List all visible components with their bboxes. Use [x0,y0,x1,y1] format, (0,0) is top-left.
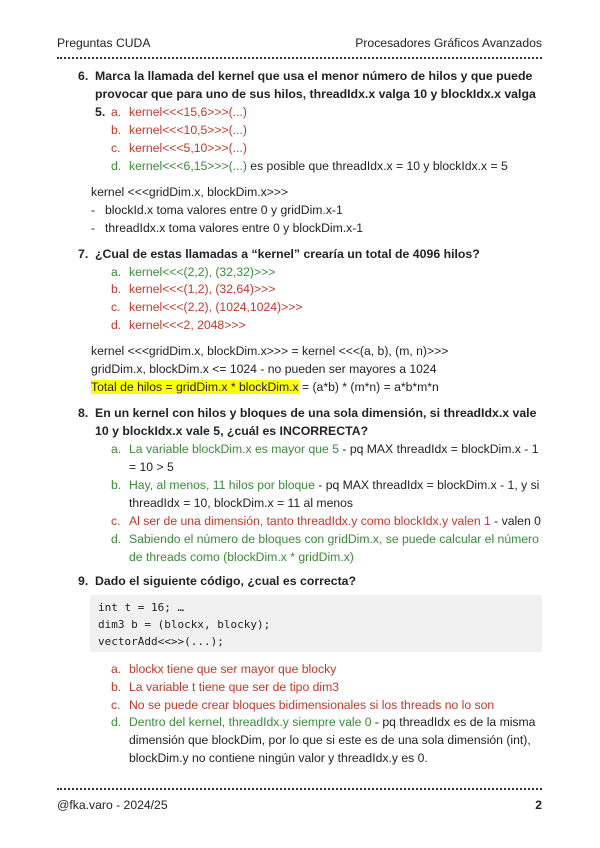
option-text: kernel<<<10,5>>>(...) [129,123,247,137]
option-text: kernel<<<(2,2), (1024,1024)>>> [129,300,303,314]
option-text: kernel<<<5,10>>>(...) [129,141,247,155]
option-comment: - pq threadIdx es de la misma dimensión que blockDim, por lo que si este es de una sola dimensión (int), blockDim.y no contiene ningún valor y threadIdx.y es 0. [129,715,536,765]
header-right: Procesadores Gráficos Avanzados [355,36,542,50]
option-text: No se puede crear bloques bidimensionales si los threads no lo son [129,698,495,712]
highlighted-formula: Total de hilos = gridDim.x * blockDim.x [91,380,299,394]
q7-note-2: gridDim.x, blockDim.x <= 1024 - no pueden ser mayores a 1024 [91,362,437,376]
question-text: En un kernel con hilos y bloques de una sola dimensión, si threadIdx.x vale 10 y blockIdx.x vale 5, ¿cuál es INCORRECTA? [95,406,537,438]
option-letter: b. [111,680,122,694]
option-letter: a. [111,265,122,279]
question-number: 9. [78,574,89,588]
option-letter: c. [111,514,121,528]
option-answer: kernel<<<6,15>>>(...) [129,159,247,173]
option-comment: - pq MAX threadIdx = blockDim.x - 1, y si threadIdx = 10, blockDim.x = 11 al menos [129,478,540,510]
page-number: 2 [535,798,542,812]
option-answer: Hay, al menos, 11 hilos por bloque [129,478,315,492]
question-number: 8. [78,406,89,420]
question-text: Marca la llamada del kernel que usa el menor número de hilos y que puede provocar que para uno de sus hilos, threadIdx.x valga 10 y blockIdx.x valga 5. [95,69,536,119]
note-text: threadIdx.x toma valores entre 0 y blockDim.x-1 [105,221,364,235]
q6-note-title: kernel <<<gridDim.x, blockDim.x>>> [91,185,289,199]
option-comment: - pq MAX threadIdx = blockDim.x - 1 = 10 > 5 [129,442,539,474]
footer-divider [57,788,542,790]
option-comment: - valen 0 [490,514,541,528]
option-text: kernel<<<(2,2), (32,32)>>> [129,265,276,279]
option-comment: es posible que threadIdx.x = 10 y blockIdx.x = 5 [246,159,508,173]
option-text: La variable t tiene que ser de tipo dim3 [129,680,340,694]
option-letter: a. [111,662,122,676]
bullet-dash: - [91,221,96,235]
option-letter: c. [111,300,121,314]
option-letter: c. [111,698,121,712]
option-letter: d. [111,318,122,332]
option-text [129,157,542,175]
header-left: Preguntas CUDA [57,36,151,50]
note-text: blockId.x toma valores entre 0 y gridDim.x-1 [105,203,343,217]
question-text: Dado el siguiente código, ¿cual es correcta? [95,574,357,588]
code-line: int t = 16; … [98,601,185,614]
bullet-dash: - [91,203,96,217]
q7-note-3 [91,378,542,396]
option-letter: b. [111,478,122,492]
option-letter: b. [111,123,122,137]
question-number: 7. [78,247,89,261]
option-letter: d. [111,159,122,173]
option-letter: b. [111,282,122,296]
option-text [129,530,542,566]
option-letter: d. [111,532,122,546]
option-answer: Al ser de una dimensión, tanto threadIdx.y como blockIdx.y valen 1 [129,514,491,528]
option-answer: Dentro del kernel, threadIdx.y siempre vale 0 [129,715,372,729]
option-letter: a. [111,442,122,456]
option-text: kernel<<<15,6>>>(...) [129,105,247,119]
option-text [129,512,542,530]
code-line: dim3 b = (blockx, blocky); [98,618,271,631]
option-text [129,476,542,512]
option-letter: d. [111,715,122,729]
header-divider [57,57,542,59]
code-block [90,595,542,652]
option-text: kernel<<<(1,2), (32,64)>>> [129,282,276,296]
option-letter: a. [111,105,122,119]
option-text: kernel<<<2, 2048>>> [129,318,246,332]
formula-rest: = (a*b) * (m*n) = a*b*m*n [298,380,439,394]
code-line: vectorAdd<<>>(...); [98,635,224,648]
question-text: ¿Cual de estas llamadas a “kernel” crearía un total de 4096 hilos? [95,247,480,261]
option-answer: La variable blockDim.x es mayor que 5 [129,442,339,456]
option-text [129,440,542,476]
option-text: blockx tiene que ser mayor que blocky [129,662,337,676]
option-letter: c. [111,141,121,155]
option-text [129,713,542,767]
option-answer: Sabiendo el número de bloques con gridDim.x, se puede calcular el número de threads como (blockDim.x * gridDim.x) [129,532,539,564]
page-header [57,36,542,54]
footer-author: @fka.varo - 2024/25 [57,798,168,812]
question-number: 6. [78,69,89,83]
q7-note-1: kernel <<<gridDim.x, blockDim.x>>> = kernel <<<(a, b), (m, n)>>> [91,344,449,358]
